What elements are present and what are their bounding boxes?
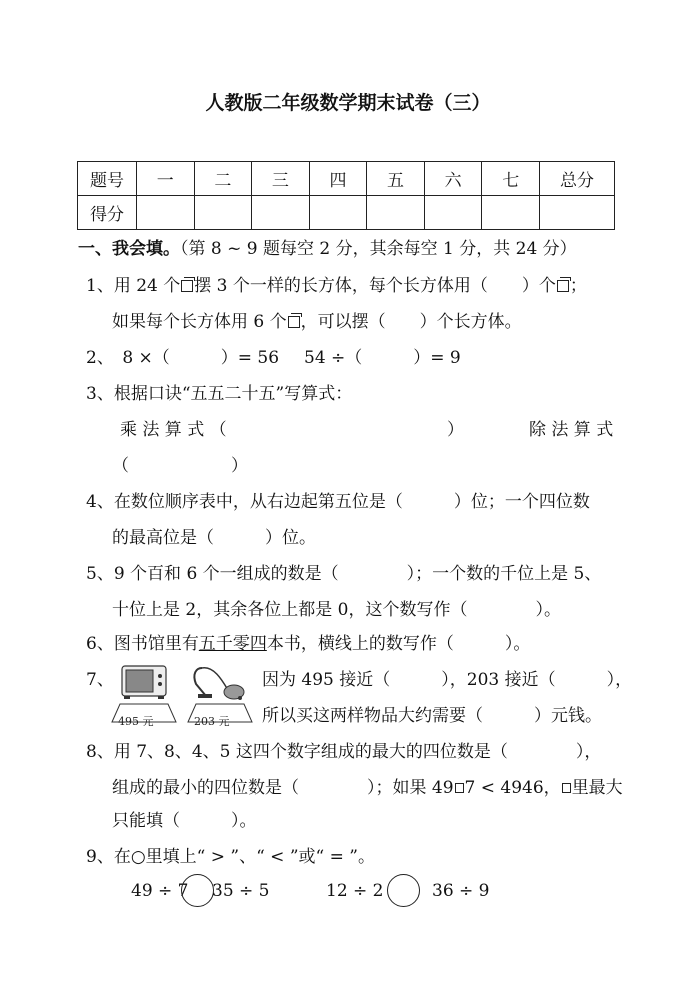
score-input-cell[interactable] xyxy=(252,196,310,230)
question-5-line-1: 5、9 个百和 6 个一组成的数是（ ）；一个数的千位上是 5、 xyxy=(86,564,602,584)
q6-text: 6、图书馆里有 xyxy=(86,634,199,654)
q1-text: 摆 3 个一样的长方体，每个长方体用（ ）个 xyxy=(194,276,556,296)
question-1-line-1 xyxy=(86,275,587,297)
q1-text: 1、用 24 个 xyxy=(86,276,181,296)
question-8-line-3: 只能填（ ）。 xyxy=(112,811,257,831)
price-label-vacuum: 203 元 xyxy=(194,715,230,726)
question-3-line-1: 3、根据口诀“五五二十五”写算式： xyxy=(86,384,353,404)
q8-text: 7 < 4946， xyxy=(464,778,561,798)
q6-underlined-text: 五千零四 xyxy=(198,634,267,654)
section-title: 一、我会填。 xyxy=(78,239,180,259)
comparison-circle-b[interactable] xyxy=(387,874,420,907)
comparison-circle-a[interactable] xyxy=(181,874,214,907)
score-table-score-row xyxy=(78,196,615,230)
question-2-b: 54 ÷（ ）= 9 xyxy=(304,348,461,368)
score-cell: 题号 xyxy=(78,162,137,196)
cube-icon xyxy=(181,280,193,292)
score-input-cell[interactable] xyxy=(424,196,482,230)
q9-b-right: 36 ÷ 9 xyxy=(432,881,490,901)
question-9-line-1: 9、在○里填上“ > ”、“ < ”或“ = ”。 xyxy=(86,847,375,867)
score-input-cell[interactable] xyxy=(194,196,252,230)
q1-text: 如果每个长方体用 6 个 xyxy=(112,312,287,332)
q9-b-left: 12 ÷ 2 xyxy=(326,881,384,901)
score-cell: 总分 xyxy=(540,162,615,196)
box-icon xyxy=(562,783,571,793)
score-table xyxy=(77,161,615,230)
page-title: 人教版二年级数学期末试卷（三） xyxy=(205,92,491,114)
price-label-microwave: 495 元 xyxy=(118,715,154,726)
score-cell: 七 xyxy=(482,162,540,196)
question-2-a: 2、 8 ×（ ）= 56 xyxy=(86,348,280,368)
cube-icon xyxy=(557,280,569,292)
score-cell: 五 xyxy=(367,162,425,196)
score-cell: 得分 xyxy=(78,196,137,230)
score-cell: 六 xyxy=(424,162,482,196)
q1-text: ，可以摆（ ）个长方体。 xyxy=(300,312,522,332)
question-8-line-2 xyxy=(112,777,623,799)
score-cell: 四 xyxy=(309,162,367,196)
question-4-line-2: 的最高位是（ ）位。 xyxy=(112,528,316,548)
score-input-cell[interactable] xyxy=(367,196,425,230)
section-note: （第 8 ~ 9 题每空 2 分，其余每空 1 分，共 24 分） xyxy=(180,239,577,259)
q9-a-right: 35 ÷ 5 xyxy=(212,881,270,901)
score-cell: 三 xyxy=(252,162,310,196)
q8-text: 里最大 xyxy=(571,778,623,798)
box-icon xyxy=(455,783,464,793)
question-5-line-2: 十位上是 2，其余各位上都是 0，这个数写作（ ）。 xyxy=(112,600,561,620)
score-cell: 一 xyxy=(137,162,195,196)
q1-text: ； xyxy=(569,276,587,296)
microwave-icon xyxy=(122,666,166,699)
question-8-line-1: 8、用 7、8、4、5 这四个数字组成的最大的四位数是（ ）， xyxy=(86,742,602,762)
score-input-cell[interactable] xyxy=(137,196,195,230)
question-3-div-paren: （ ） xyxy=(112,456,248,476)
score-table-header-row xyxy=(78,162,615,196)
vacuum-cleaner-icon xyxy=(194,668,244,700)
question-7-line-2: 所以买这两样物品大约需要（ ）元钱。 xyxy=(262,706,602,726)
question-3-mul: 乘 法 算 式 （ xyxy=(120,420,227,440)
q6-text: 本书，横线上的数写作（ ）。 xyxy=(266,634,531,654)
score-input-cell[interactable] xyxy=(540,196,615,230)
question-4-line-1: 4、在数位顺序表中，从右边起第五位是（ ）位；一个四位数 xyxy=(86,492,590,512)
question-6 xyxy=(86,633,530,655)
question-3-div: 除 法 算 式 xyxy=(529,420,614,440)
question-1-line-2 xyxy=(112,311,522,333)
question-7-number: 7、 xyxy=(86,670,114,690)
q7-product-images xyxy=(110,662,258,726)
q9-a-left: 49 ÷ 7 xyxy=(131,881,189,901)
question-3-mul-close: ） xyxy=(447,420,464,440)
score-cell: 二 xyxy=(194,162,252,196)
q8-text: 组成的最小的四位数是（ ）；如果 49 xyxy=(112,778,454,798)
score-input-cell[interactable] xyxy=(482,196,540,230)
question-7-line-1: 因为 495 接近（ ），203 接近（ ）， xyxy=(262,670,633,690)
score-input-cell[interactable] xyxy=(309,196,367,230)
cube-icon xyxy=(288,316,300,328)
section-heading xyxy=(78,238,577,260)
